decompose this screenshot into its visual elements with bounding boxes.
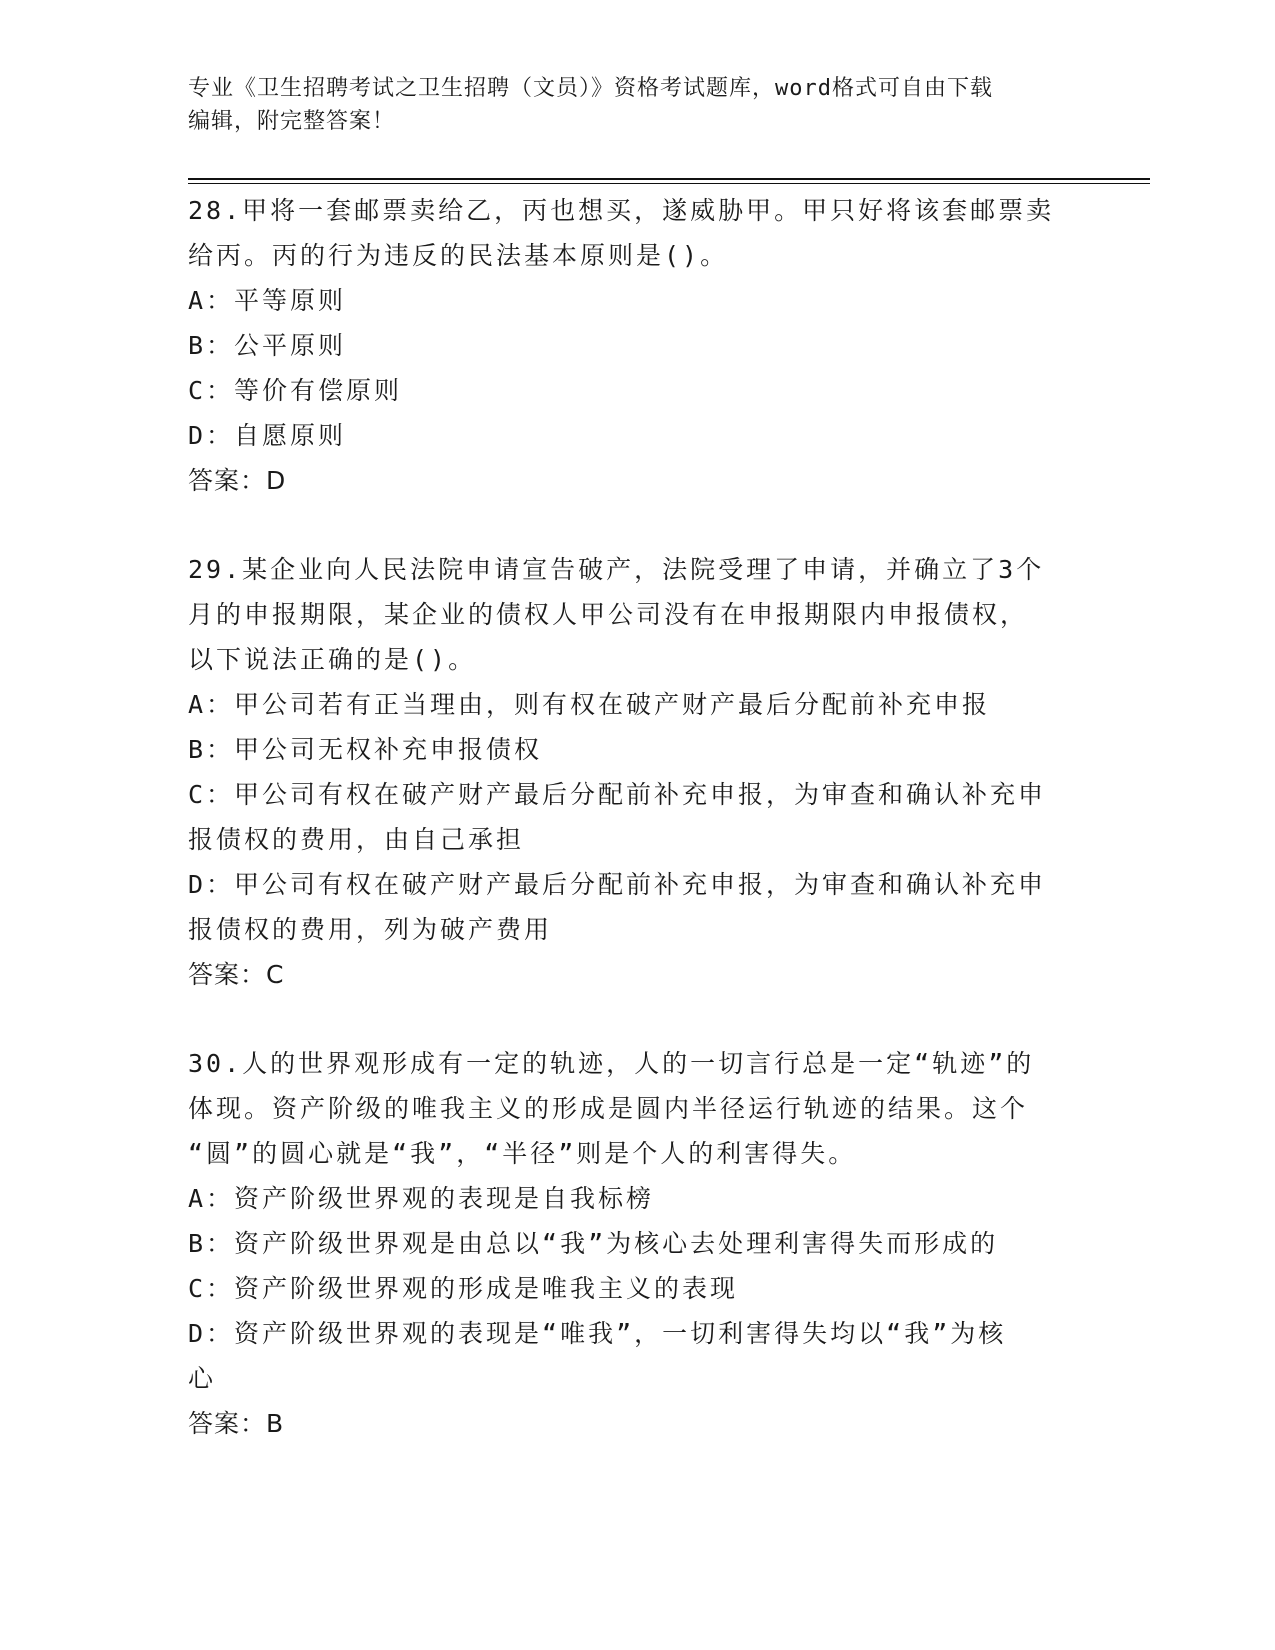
option-line: A：资产阶级世界观的表现是自我标榜 [188, 1184, 655, 1213]
option-d [188, 862, 1088, 952]
question-29 [188, 547, 1088, 997]
option-c [188, 772, 1088, 862]
stem-line: 体现。资产阶级的唯我主义的形成是圆内半径运行轨迹的结果。这个 [188, 1094, 1029, 1123]
question-stem [188, 1041, 1088, 1176]
header-rule-thick [188, 178, 1150, 180]
stem-line: 28.甲将一套邮票卖给乙，丙也想买，遂威胁甲。甲只好将该套邮票卖 [188, 196, 1055, 225]
option-b [188, 323, 1088, 368]
stem-line: 月的申报期限，某企业的债权人甲公司没有在申报期限内申报债权， [188, 600, 1029, 629]
answer: 答案：C [188, 960, 285, 989]
option-line: C：甲公司有权在破产财产最后分配前补充申报，为审查和确认补充申 [188, 780, 1047, 809]
option-c [188, 1266, 1088, 1311]
header-rule-thin [188, 183, 1150, 184]
stem-line: 30.人的世界观形成有一定的轨迹，人的一切言行总是一定“轨迹”的 [188, 1049, 1035, 1078]
option-line: C：等价有偿原则 [188, 376, 403, 405]
stem-line: 以下说法正确的是()。 [188, 645, 477, 674]
header-line-2: 编辑，附完整答案！ [188, 109, 396, 134]
stem-line: 给丙。丙的行为违反的民法基本原则是()。 [188, 241, 729, 270]
answer: 答案：B [188, 1409, 285, 1438]
option-line: B：资产阶级世界观是由总以“我”为核心去处理利害得失而形成的 [188, 1229, 999, 1258]
question-28 [188, 188, 1088, 503]
option-line: B：公平原则 [188, 331, 347, 360]
option-line: 心 [188, 1364, 217, 1393]
option-d [188, 413, 1088, 458]
option-b [188, 727, 1088, 772]
option-line: 报债权的费用，由自己承担 [188, 825, 525, 854]
option-line: B：甲公司无权补充申报债权 [188, 735, 543, 764]
stem-line: “圆”的圆心就是“我”，“半径”则是个人的利害得失。 [188, 1139, 857, 1168]
option-c [188, 368, 1088, 413]
question-30 [188, 1041, 1088, 1446]
option-b [188, 1221, 1088, 1266]
stem-line: 29.某企业向人民法院申请宣告破产，法院受理了申请，并确立了3个 [188, 555, 1045, 584]
option-d [188, 1311, 1088, 1401]
option-line: D：资产阶级世界观的表现是“唯我”，一切利害得失均以“我”为核 [188, 1319, 1007, 1348]
option-line: C：资产阶级世界观的形成是唯我主义的表现 [188, 1274, 739, 1303]
document-header [188, 72, 1088, 138]
option-a [188, 682, 1088, 727]
option-line: A：甲公司若有正当理由，则有权在破产财产最后分配前补充申报 [188, 690, 991, 719]
question-stem [188, 547, 1088, 682]
question-stem [188, 188, 1088, 278]
header-line-1: 专业《卫生招聘考试之卫生招聘（文员）》资格考试题库，word格式可自由下载 [188, 76, 993, 101]
option-a [188, 278, 1088, 323]
option-line: A：平等原则 [188, 286, 347, 315]
answer: 答案：D [188, 466, 287, 495]
question-list [188, 188, 1088, 1446]
option-line: D：自愿原则 [188, 421, 347, 450]
option-line: 报债权的费用，列为破产费用 [188, 915, 553, 944]
option-line: D：甲公司有权在破产财产最后分配前补充申报，为审查和确认补充申 [188, 870, 1047, 899]
option-a [188, 1176, 1088, 1221]
